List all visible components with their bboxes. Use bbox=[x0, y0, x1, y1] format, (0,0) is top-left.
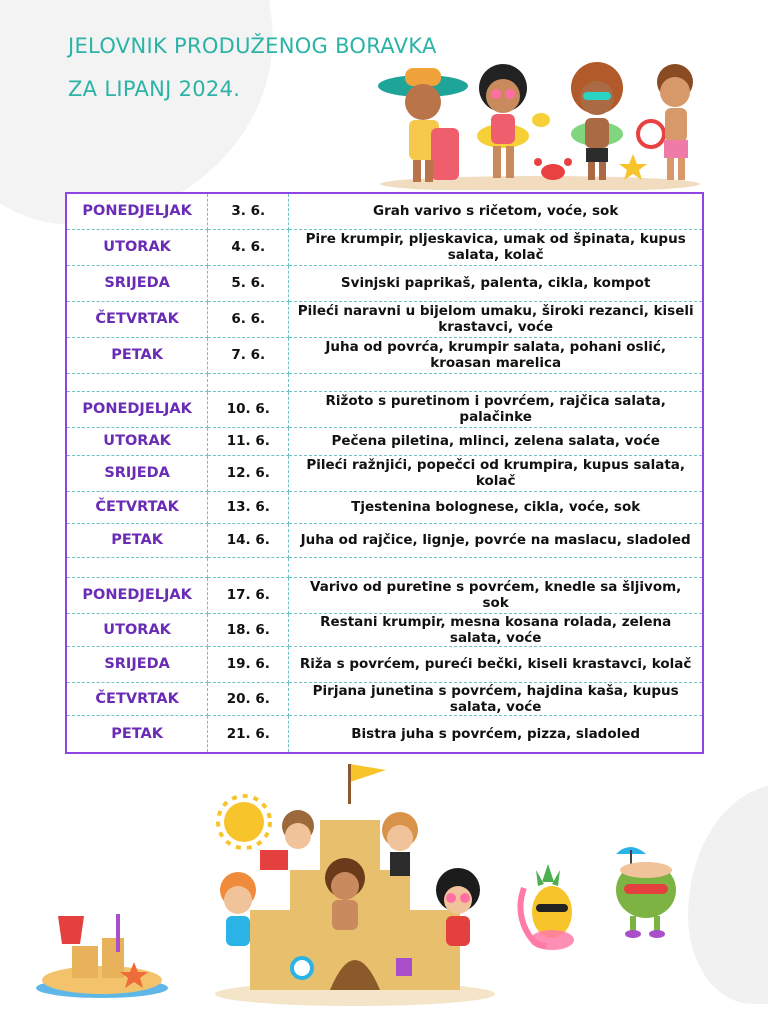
spacer-row bbox=[66, 557, 703, 577]
menu-row bbox=[66, 491, 703, 523]
beach-ball-icon bbox=[638, 121, 664, 147]
day-cell: UTORAK bbox=[66, 229, 208, 265]
meal-cell: Svinjski paprikaš, palenta, cikla, kompot bbox=[289, 265, 703, 301]
background-blob-bottom bbox=[688, 784, 768, 1004]
kid-with-sunglasses-icon bbox=[571, 62, 623, 180]
menu-row bbox=[66, 577, 703, 613]
menu-row bbox=[66, 265, 703, 301]
meal-cell: Varivo od puretine s povrćem, knedle sa šljivom, sok bbox=[289, 577, 703, 613]
meal-cell: Pirjana junetina s povrćem, hajdina kaša, kupus salata, voće bbox=[289, 682, 703, 715]
meal-cell: Pire krumpir, pljeskavica, umak od špinata, kupus salata, kolač bbox=[289, 229, 703, 265]
menu-table bbox=[65, 192, 704, 754]
menu-row bbox=[66, 715, 703, 753]
date-cell bbox=[208, 557, 289, 577]
menu-row bbox=[66, 337, 703, 373]
page-title: JELOVNIK PRODUŽENOG BORAVKA bbox=[68, 34, 437, 58]
day-cell: UTORAK bbox=[66, 613, 208, 646]
day-cell: ČETVRTAK bbox=[66, 301, 208, 337]
day-cell: PETAK bbox=[66, 715, 208, 753]
day-cell bbox=[66, 373, 208, 391]
menu-row bbox=[66, 682, 703, 715]
day-cell: PETAK bbox=[66, 523, 208, 557]
date-cell: 17. 6. bbox=[208, 577, 289, 613]
spacer-row bbox=[66, 373, 703, 391]
small-sandcastle-icon bbox=[32, 910, 172, 1000]
starfish-icon bbox=[619, 154, 647, 180]
menu-row bbox=[66, 229, 703, 265]
day-cell: UTORAK bbox=[66, 427, 208, 455]
menu-row bbox=[66, 523, 703, 557]
meal-cell: Juha od rajčice, lignje, povrće na maslacu, sladoled bbox=[289, 523, 703, 557]
date-cell: 4. 6. bbox=[208, 229, 289, 265]
meal-cell: Juha od povrća, krumpir salata, pohani oslić, kroasan marelica bbox=[289, 337, 703, 373]
meal-cell bbox=[289, 373, 703, 391]
day-cell: SRIJEDA bbox=[66, 265, 208, 301]
day-cell: ČETVRTAK bbox=[66, 682, 208, 715]
kid-with-ball-icon bbox=[657, 64, 693, 180]
coconut-umbrella-icon bbox=[608, 840, 684, 940]
day-cell: ČETVRTAK bbox=[66, 491, 208, 523]
date-cell: 14. 6. bbox=[208, 523, 289, 557]
date-cell: 7. 6. bbox=[208, 337, 289, 373]
date-cell: 21. 6. bbox=[208, 715, 289, 753]
bucket-icon bbox=[396, 958, 412, 976]
beach-kids-illustration bbox=[375, 58, 705, 190]
meal-cell: Bistra juha s povrćem, pizza, sladoled bbox=[351, 725, 641, 742]
meal-cell: Grah varivo s ričetom, voće, sok bbox=[289, 193, 703, 229]
page-subtitle: ZA LIPANJ 2024. bbox=[68, 77, 241, 101]
menu-row bbox=[66, 613, 703, 646]
meal-cell: Tjestenina bolognese, cikla, voće, sok bbox=[289, 491, 703, 523]
date-cell bbox=[208, 373, 289, 391]
meal-cell: Rižoto s puretinom i povrćem, rajčica salata, palačinke bbox=[289, 391, 703, 427]
date-cell: 20. 6. bbox=[208, 682, 289, 715]
beach-ball-icon bbox=[292, 958, 312, 978]
kid-with-hat-icon bbox=[378, 68, 468, 182]
kid-top-right-icon bbox=[382, 812, 418, 876]
meal-cell: Pileći ražnjići, popečci od krumpira, kupus salata, kolač bbox=[289, 455, 703, 491]
meal-cell bbox=[289, 557, 703, 577]
meal-cell: Pileći naravni u bijelom umaku, široki rezanci, kiseli krastavci, voće bbox=[289, 301, 703, 337]
date-cell: 13. 6. bbox=[208, 491, 289, 523]
date-cell: 19. 6. bbox=[208, 646, 289, 682]
day-cell: SRIJEDA bbox=[66, 646, 208, 682]
date-cell: 3. 6. bbox=[208, 193, 289, 229]
menu-row bbox=[66, 427, 703, 455]
date-cell: 11. 6. bbox=[208, 427, 289, 455]
menu-row bbox=[66, 646, 703, 682]
date-cell: 10. 6. bbox=[208, 391, 289, 427]
day-cell: SRIJEDA bbox=[66, 455, 208, 491]
day-cell: PETAK bbox=[66, 337, 208, 373]
meal-cell: Pečena piletina, mlinci, zelena salata, voće bbox=[289, 427, 703, 455]
pineapple-flamingo-icon bbox=[512, 860, 584, 960]
flag-icon bbox=[350, 764, 386, 782]
sun-icon bbox=[218, 796, 270, 848]
date-cell: 6. 6. bbox=[208, 301, 289, 337]
sandcastle-kids-illustration bbox=[210, 760, 500, 1008]
menu-row bbox=[66, 455, 703, 491]
day-cell: PONEDJELJAK bbox=[66, 391, 208, 427]
menu-row bbox=[66, 391, 703, 427]
day-cell: PONEDJELJAK bbox=[66, 577, 208, 613]
meal-cell: Restani krumpir, mesna kosana rolada, zelena salata, voće bbox=[289, 613, 703, 646]
meal-cell: Riža s povrćem, pureći bečki, kiseli krastavci, kolač bbox=[289, 646, 703, 682]
menu-row bbox=[66, 193, 703, 229]
day-cell bbox=[66, 557, 208, 577]
date-cell: 18. 6. bbox=[208, 613, 289, 646]
date-cell: 5. 6. bbox=[208, 265, 289, 301]
menu-row bbox=[66, 301, 703, 337]
day-cell: PONEDJELJAK bbox=[66, 193, 208, 229]
date-cell: 12. 6. bbox=[208, 455, 289, 491]
